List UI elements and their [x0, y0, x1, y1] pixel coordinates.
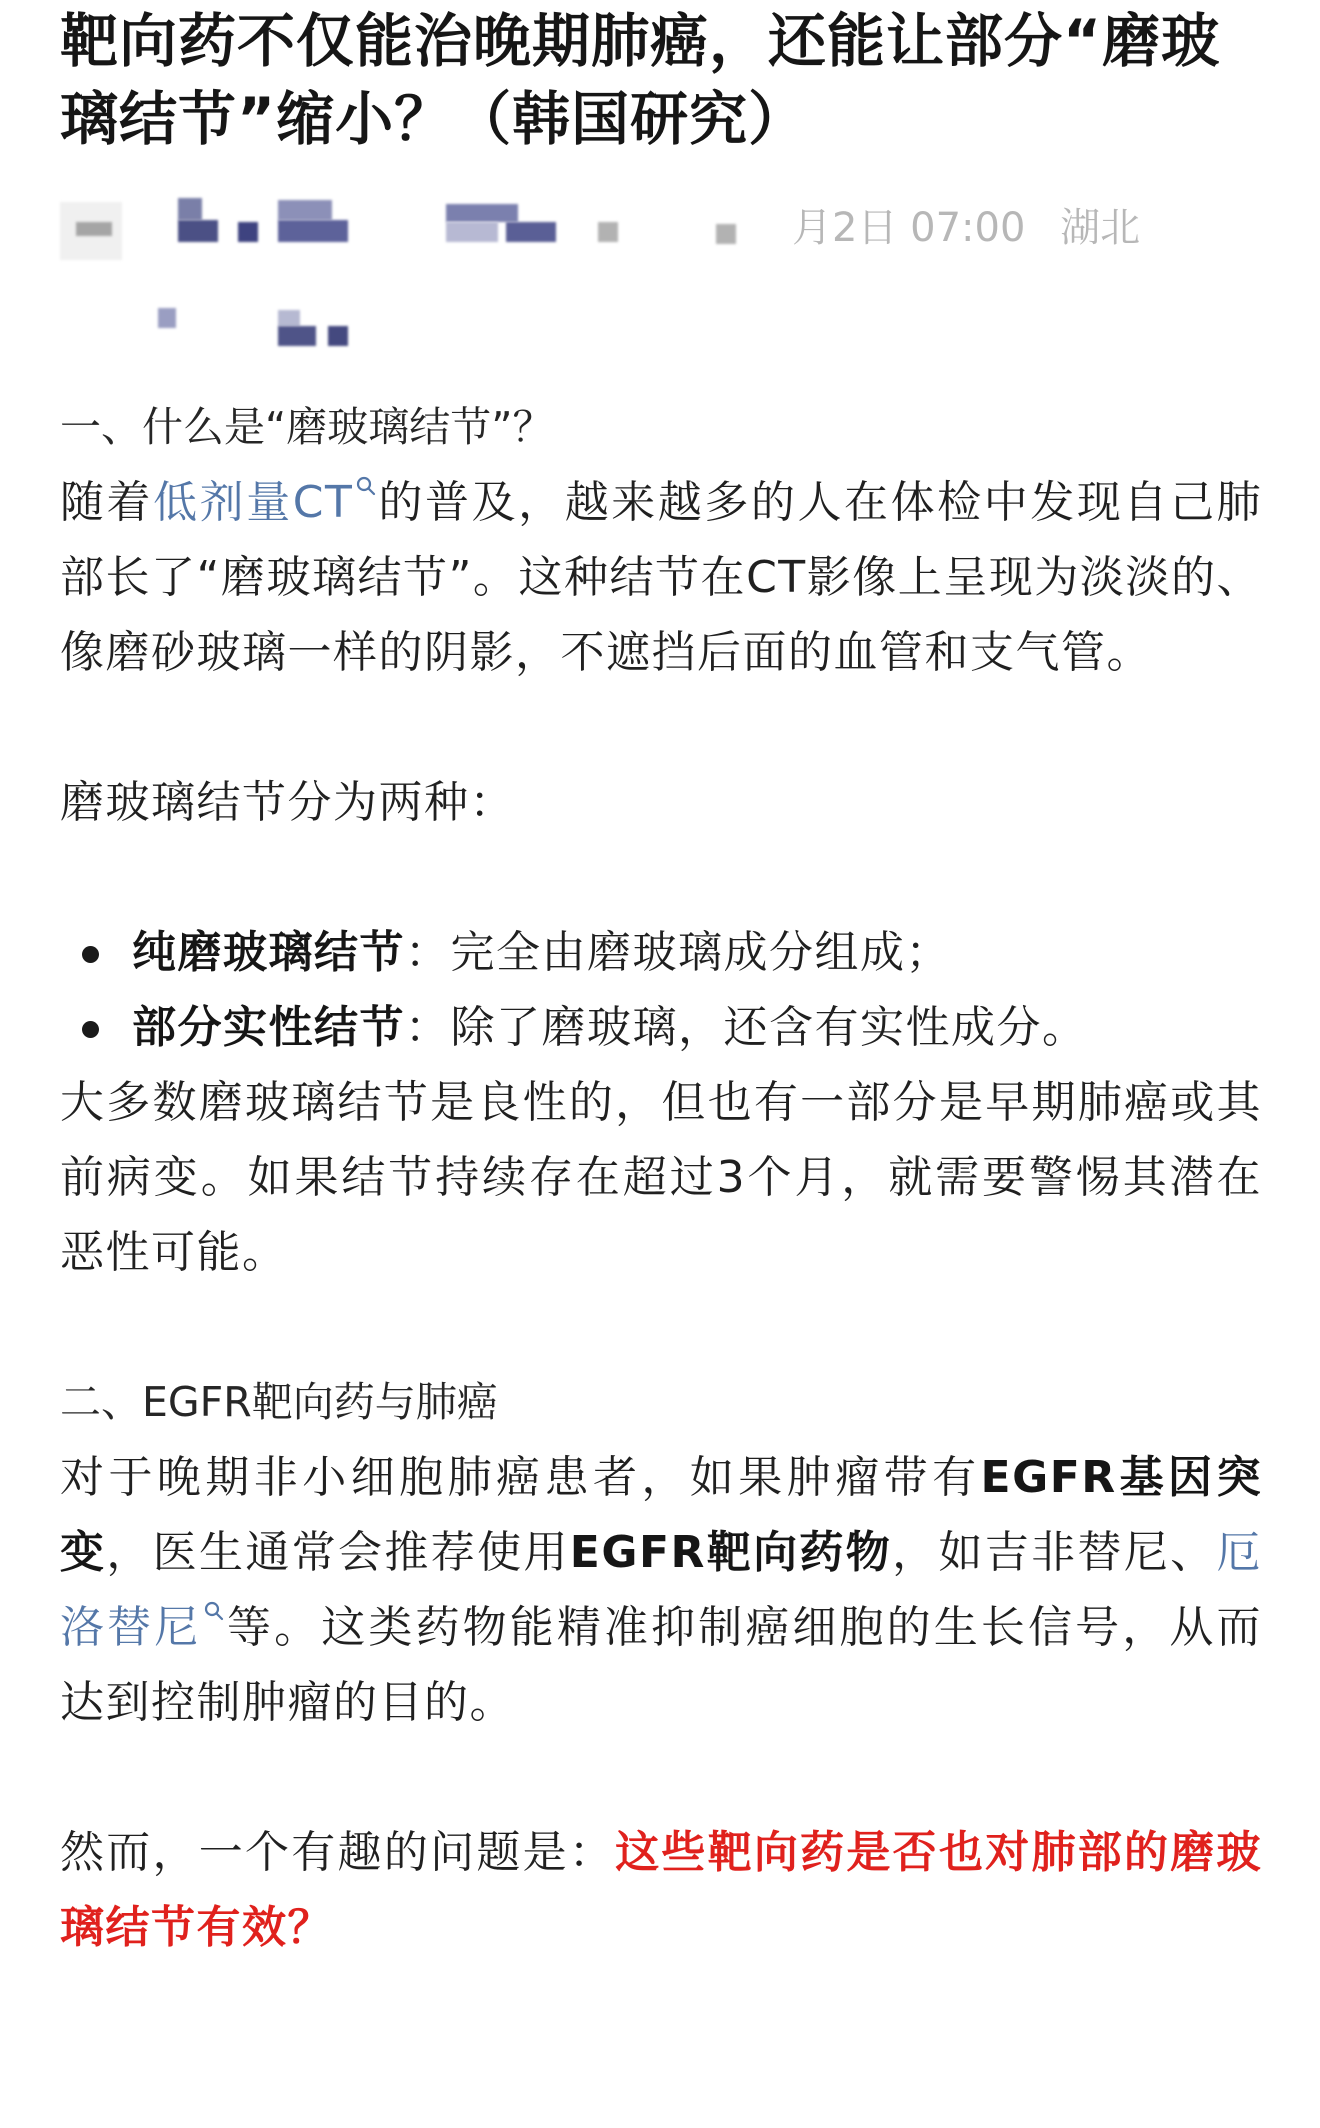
ggo-type-list [60, 915, 1262, 1065]
paragraph-ggo-types: 磨玻璃结节分为两种： [60, 777, 515, 828]
redacted-pixel [238, 222, 258, 242]
bold-egfr-drug: EGFR靶向药物 [569, 1527, 893, 1578]
search-icon [355, 475, 377, 497]
list-item-term: 部分实性结节 [132, 1002, 405, 1053]
publish-date: 月2日 07:00 [792, 205, 1026, 251]
text-span: ，如吉非替尼、 [892, 1527, 1217, 1578]
article-title: 靶向药不仅能治晚期肺癌，还能让部分“磨玻璃结节”缩小？（韩国研究） [60, 7, 1221, 153]
spacer [60, 1740, 1262, 1815]
redacted-pixel [446, 222, 498, 242]
redacted-pixel [158, 308, 176, 328]
keyword-link-low-dose-ct[interactable] [153, 477, 377, 528]
list-item [60, 915, 1262, 990]
text-span: ，医生通常会推荐使用 [106, 1527, 570, 1578]
spacer [60, 840, 1262, 915]
redacted-pixel [178, 220, 218, 242]
redacted-pixel [76, 222, 112, 236]
paragraph-ggo-risk: 大多数磨玻璃结节是良性的，但也有一部分是早期肺癌或其前病变。如果结节持续存在超过3个月，就需要警惕其潜在恶性可能。 [60, 1077, 1262, 1278]
redacted-pixel [278, 200, 332, 220]
publish-location: 湖北 [1060, 205, 1141, 251]
bullet-icon [82, 1021, 99, 1038]
text-span: 的普及，越来越多的人在体检中发现自己肺部长了“磨玻璃结节”。这种结节在CT影像上呈现为淡淡的、像磨砂玻璃一样的阴影，不遮挡后面的血管和支气管。 [60, 477, 1263, 678]
text-span: 然而，一个有趣的问题是： [60, 1827, 616, 1878]
author-meta-row [60, 160, 1262, 390]
spacer [60, 690, 1262, 765]
redacted-pixel [598, 222, 618, 242]
publish-info [792, 204, 1162, 252]
list-item-term: 纯磨玻璃结节 [132, 927, 405, 978]
paragraph-question [60, 1815, 1262, 1965]
paragraph-ggo-intro [60, 465, 1262, 690]
redacted-pixel [506, 222, 556, 242]
link-label: 低剂量CT [153, 477, 354, 528]
section-title-1: 一、什么是“磨玻璃结节”？ [60, 403, 554, 451]
text-span: 等。这类药物能精准抑制癌细胞的生长信号，从而达到控制肿瘤的目的。 [60, 1602, 1263, 1728]
article-body [60, 390, 1262, 1965]
link-label: 厄洛替尼 [60, 1527, 1263, 1653]
bullet-icon [82, 946, 99, 963]
redacted-pixel [328, 326, 348, 346]
bold-egfr-mutation: EGFR基因突变 [60, 1452, 1263, 1578]
highlight-question: 这些靶向药是否也对肺部的磨玻璃结节有效？ [60, 1827, 1263, 1953]
redacted-pixel [278, 220, 348, 242]
paragraph-egfr-drugs [60, 1440, 1262, 1740]
list-item-desc: ：除了磨玻璃，还含有实性成分。 [405, 1002, 1088, 1053]
redacted-pixel [446, 204, 518, 222]
search-icon [203, 1600, 225, 1622]
section-title-2: 二、EGFR靶向药与肺癌 [60, 1378, 498, 1426]
redacted-pixel [278, 326, 316, 346]
redacted-pixel [178, 198, 202, 220]
redacted-pixel [716, 224, 736, 244]
text-span: 对于晚期非小细胞肺癌患者，如果肿瘤带有 [60, 1452, 981, 1503]
list-item-desc: ：完全由磨玻璃成分组成； [405, 927, 951, 978]
redacted-pixel [278, 310, 300, 326]
list-item [60, 990, 1262, 1065]
spacer [60, 1290, 1262, 1365]
text-span: 随着 [60, 477, 154, 528]
